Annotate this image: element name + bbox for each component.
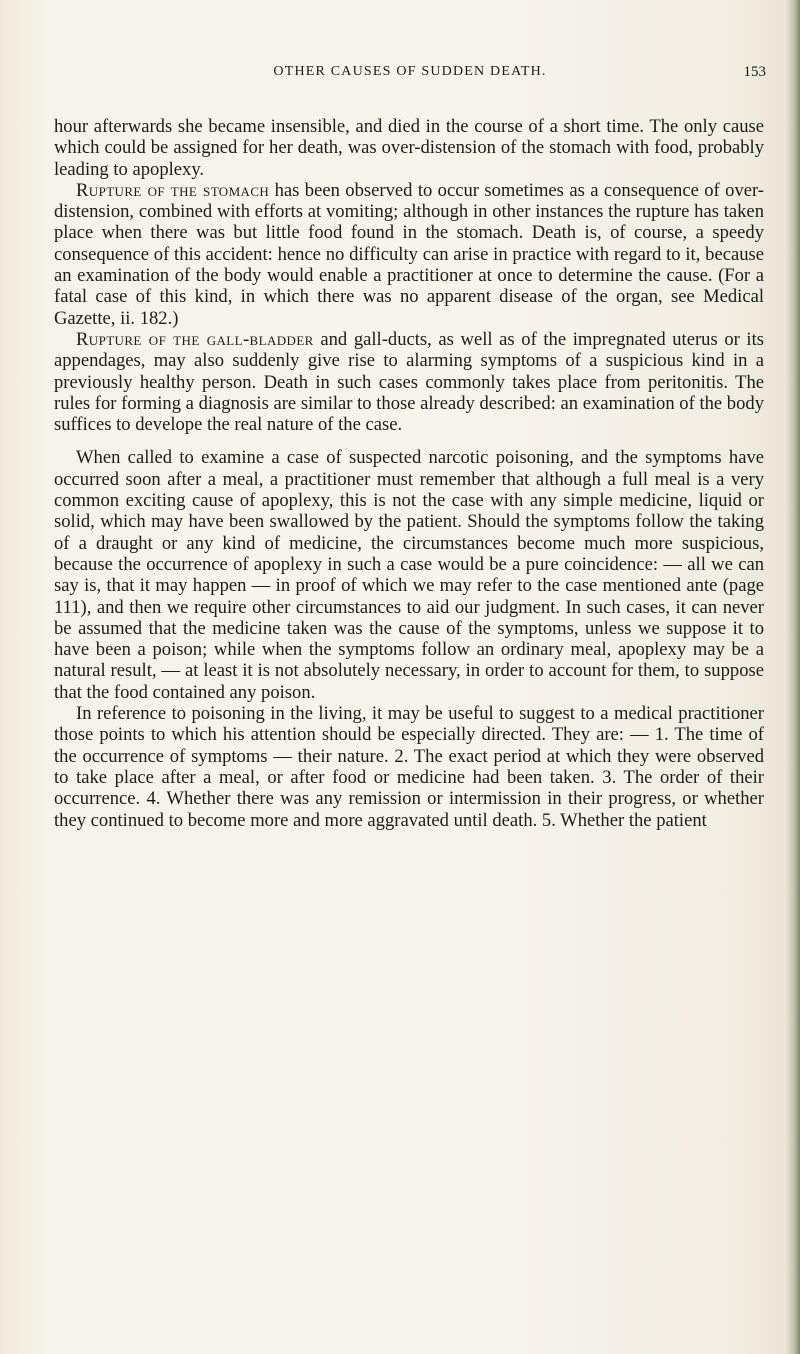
paragraph-5-text: In reference to poisoning in the living, it may be useful to suggest to a medical practitioner those points to which his attention should be especially directed. They are: — 1. The time of the occurrence of symptoms — their nature. 2. The exact period at which they were observed to take place after a meal, or after food or medicine had been taken. 3. The order of their occurrence. 4. Whether there was any remission or intermission in their progress, or whether they continued to become more and more aggravated until death. 5. Whether the patient xyxy=(54,703,764,831)
paragraph-3-lead: Rupture of the gall-bladder xyxy=(76,328,314,350)
body-text xyxy=(54,116,764,831)
page-number: 153 xyxy=(743,64,766,80)
paragraph-1 xyxy=(54,116,764,180)
paragraph-4-text: When called to examine a case of suspected narcotic poisoning, and the symptoms have occurred soon after a meal, a practitioner must remember that although a full meal is a very common exciting cause of apoplexy, this is not the case with any simple medicine, liquid or solid, which may have been swallowed by the patient. Should the symptoms follow the taking of a draught or any kind of medicine, the circumstances become much more suspicious, because the occurrence of apoplexy in such a case would be a pure coincidence: — all we can say is, that it may happen — in proof of which we may refer to the case mentioned ante (page 111), and then we require other circumstances to aid our judgment. In such cases, it can never be assumed that the medicine taken was the cause of the symptoms, unless we suppose it to have been a poison; while when the symptoms follow an ordinary meal, apoplexy may be a natural result, — at least it is not absolutely necessary, in order to account for them, to suppose that the food contained any poison. xyxy=(54,447,764,703)
page-edge-shadow xyxy=(786,0,800,1354)
paragraph-2-text: has been observed to occur sometimes as a consequence of over-distension, combined with efforts at vomiting; although in other instances the rupture has taken place when there was but little food found in the stomach. Death is, of course, a speedy consequence of this accident: hence no difficulty can arise in practice with regard to it, because an examination of the body would enable a practitioner at once to determine the cause. (For a fatal case of this kind, in which there was no apparent disease of the organ, see Medical Gazette, ii. 182.) xyxy=(54,179,764,329)
paragraph-1-text: hour afterwards she became insensible, and died in the course of a short time. The only cause which could be assigned for her death, was over-distension of the stomach with food, probably leading to apoplexy. xyxy=(54,116,764,180)
paragraph-rupture-gall-bladder xyxy=(54,329,764,435)
paragraph-3-text: and gall-ducts, as well as of the impregnated uterus or its appendages, may also suddenly give rise to alarming symptoms of a suspicious kind in a previously healthy person. Death in such cases commonly takes place from peritonitis. The rules for forming a diagnosis are similar to those already described: an examination of the body suffices to develope the real nature of the case. xyxy=(54,328,764,436)
running-head: OTHER CAUSES OF SUDDEN DEATH. xyxy=(273,64,547,79)
paragraph-narcotic-poisoning xyxy=(54,447,764,703)
paragraph-2-lead: Rupture of the stomach xyxy=(76,179,270,201)
paragraph-rupture-stomach xyxy=(54,180,764,329)
paragraph-poisoning-living xyxy=(54,703,764,831)
page-header xyxy=(54,64,766,90)
